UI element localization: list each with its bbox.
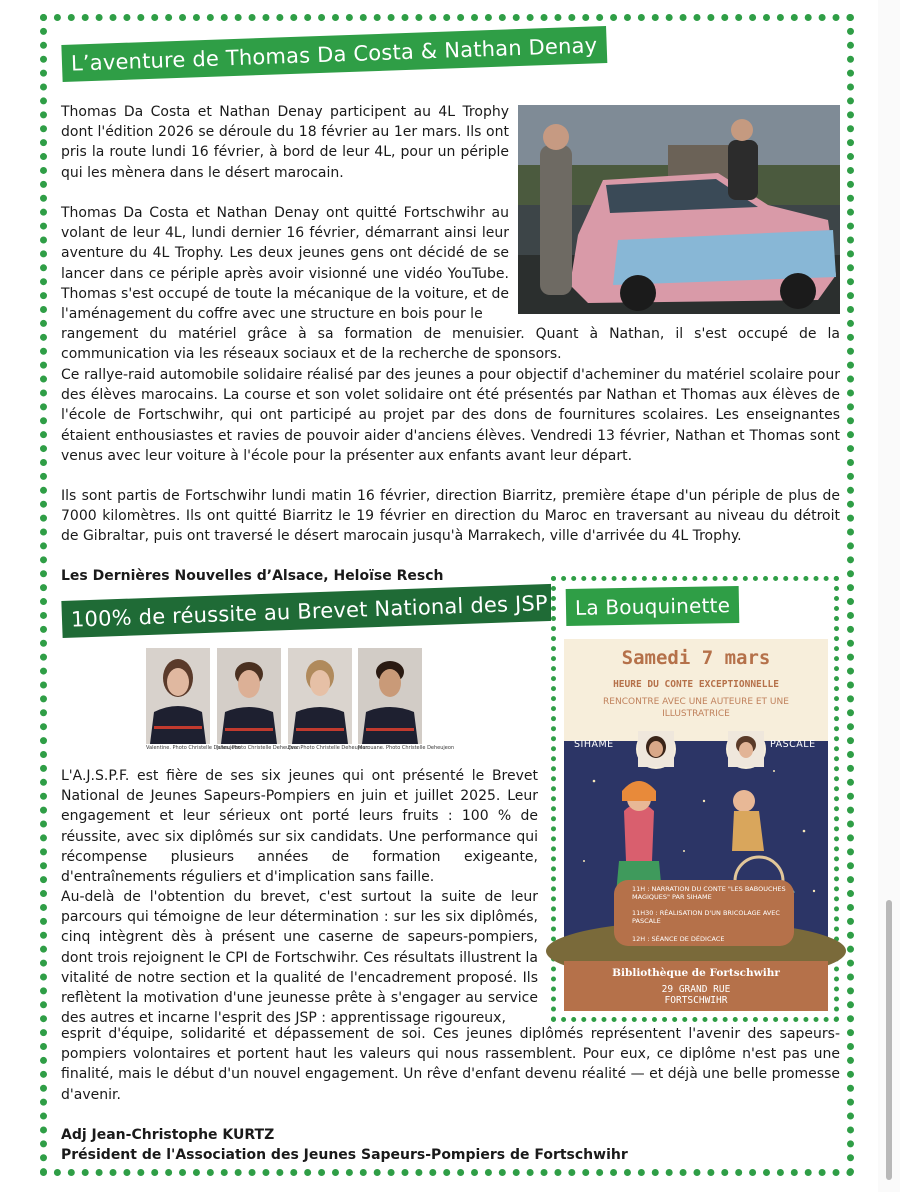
jsp-photo-4 xyxy=(358,648,422,744)
car-photo xyxy=(518,105,840,314)
poster-address-1: 29 GRAND RUE xyxy=(661,984,731,995)
bouquinette-title: La Bouquinette xyxy=(566,586,740,626)
poster-subtitle: RENCONTRE AVEC UNE AUTEURE ET UNE ILLUSTRATRICE xyxy=(603,697,789,719)
article1-paragraph-4: Ils sont partis de Fortschwihr lundi matin 16 février, direction Biarritz, première étape d'un périple de plus de 7000 kilomètres. Ils ont quitté Biarritz le 19 février en direction du Maroc en traversant au niveau du détroit de Gibraltar, puis ont traversé le désert marocain jusqu'à Marrakech, ville d'arrivée du 4L Trophy. xyxy=(61,488,840,545)
scrollbar-thumb[interactable] xyxy=(886,900,892,1180)
jsp-caption-3: Eva. Photo Christelle Deheujeon xyxy=(288,745,369,751)
poster-address-2: FORTSCHWIHR xyxy=(664,995,728,1006)
poster-program-2: 11H30 : RÉALISATION D'UN BRICOLAGE AVEC PASCALE xyxy=(632,909,780,925)
poster-program-3: 12H : SÉANCE DE DÉDICACE xyxy=(632,935,725,943)
jsp-caption-1: Valentine. Photo Christelle Deheujeon xyxy=(146,745,241,751)
jsp-photo-1 xyxy=(146,648,210,744)
poster-venue: Bibliothèque de Fortschwihr xyxy=(612,967,780,979)
jsp-caption-2: Jules. Photo Christelle Deheujeon xyxy=(217,745,300,751)
article2-paragraph-1: L'A.J.S.P.F. est fière de ses six jeunes qui ont présenté le Brevet National de Jeunes Sapeurs-Pompiers en juin et juillet 2025. Leur engagement et leur sérieux ont porté leurs fruits : 100 % de réussite, avec six diplômés sur six candidats. Une performance qui récompense plusieurs années de formation exigeante, d'entraînements réguliers et d'implication sans faille. xyxy=(61,768,538,886)
article1-paragraph-3: Ce rallye-raid automobile solidaire réalisé par des jeunes a pour objectif d'acheminer du matériel scolaire pour des élèves marocains. La course et son volet solidaire ont été présentés par Nathan et Thomas aux élèves de l'école de Fortschwihr, qui ont participé au projet par des dons de fournitures scolaires. Les enseignantes étaient enthousiastes et ravies de pouvoir aider d'anciens élèves. Vendredi 13 février, Nathan et Thomas sont venus avec leur voiture à l'école pour la présenter aux enfants avant leur départ. xyxy=(61,367,840,464)
poster-guest-1: SIHAME xyxy=(574,739,614,750)
poster-guest-2: PASCALE xyxy=(770,739,816,750)
signature-role: Président de l'Association des Jeunes Sapeurs-Pompiers de Fortschwihr xyxy=(61,1147,628,1163)
article1-paragraph-2a: Thomas Da Costa et Nathan Denay ont quitté Fortschwihr au volant de leur 4L, lundi dernier 16 février, démarrant ainsi leur aventure du 4L Trophy. Les deux jeunes gens ont décidé de se lancer dans ce périple après avoir visionné une vidéo YouTube. Thomas s'est occupé de toute la mécanique de la voiture, et de l'aménagement du coffre avec une structure en bois pour le xyxy=(61,205,509,323)
article2-title: 100% de réussite au Brevet National des JSP xyxy=(61,584,557,638)
article1-paragraph-1: Thomas Da Costa et Nathan Denay participent au 4L Trophy dont l'édition 2026 se déroule du 18 février au 1er mars. Ils ont pris la route lundi 16 février, à bord de leur 4L, pour un périple qui les mènera dans le désert marocain. xyxy=(61,104,509,181)
poster-event: HEURE DU CONTE EXCEPTIONNELLE xyxy=(613,679,779,690)
poster-date: Samedi 7 mars xyxy=(621,647,771,669)
jsp-caption-4: Marouane. Photo Christelle Deheujeon xyxy=(358,745,455,751)
article2-paragraph-2a: Au-delà de l'obtention du brevet, c'est surtout la suite de leur parcours qui témoigne de leur détermination : sur les six diplômés, cinq intègrent dès à présent une caserne de sapeurs-pompiers, dont trois rejoignent le CPI de Fortschwihr. Ces résultats illustrent la vitalité de notre section et la qualité de l'encadrement proposé. Ils reflètent la motivation d'une jeunesse prête à s'engager au service des autres et incarne l'esprit des JSP : apprentissage rigoureux, xyxy=(61,889,538,1027)
article1-source: Les Dernières Nouvelles d’Alsace, Heloïse Resch xyxy=(61,568,444,584)
article1-paragraph-2b: rangement du matériel grâce à sa formation de menuisier. Quant à Nathan, il s'est occupé de la communication via les réseaux sociaux et de la recherche de sponsors. xyxy=(61,326,840,363)
jsp-photo-2 xyxy=(217,648,281,744)
signature-name: Adj Jean-Christophe KURTZ xyxy=(61,1127,275,1143)
article2-paragraph-2b: esprit d'équipe, solidarité et dépassement de soi. Ces jeunes diplômés représentent l'avenir des sapeurs-pompiers volontaires et portent haut les valeurs qui nous rassemblent. Pour eux, ce diplôme n'est pas une finalité, mais le début d'un nouvel engagement. Un rêve d'enfant devenu réalité — et déjà une belle promesse d'avenir. xyxy=(61,1026,840,1103)
bouquinette-poster xyxy=(564,639,828,1011)
poster-avatar-2 xyxy=(726,729,766,769)
article1-title: L’aventure de Thomas Da Costa & Nathan Denay xyxy=(61,26,606,82)
jsp-photo-3 xyxy=(288,648,352,744)
poster-program-1: 11H : NARRATION DU CONTE "LES BABOUCHES MAGIQUES" PAR SIHAME xyxy=(632,885,786,901)
poster-avatar-1 xyxy=(636,729,676,769)
